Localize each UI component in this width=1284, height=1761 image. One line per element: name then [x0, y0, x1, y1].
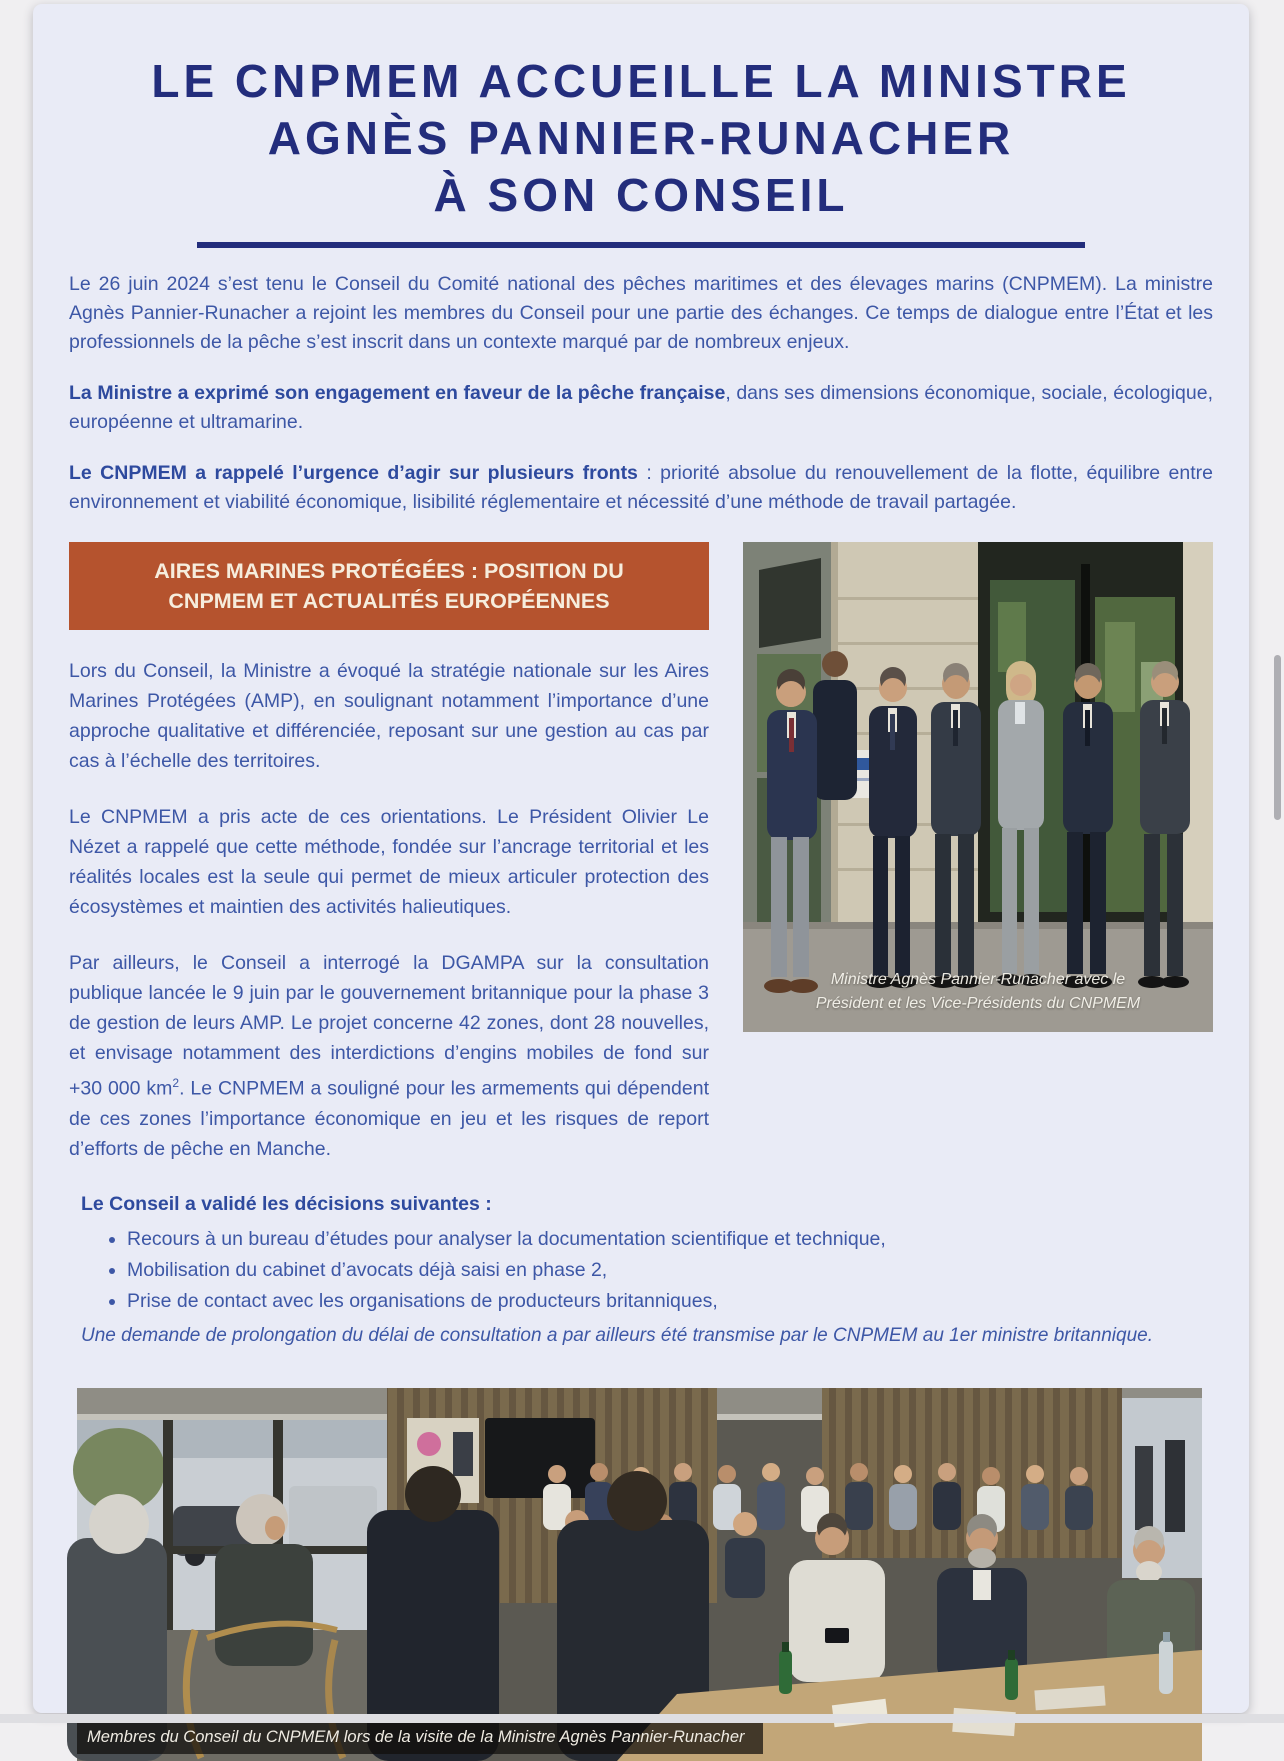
banner-line-1: AIRES MARINES PROTÉGÉES : POSITION DU — [154, 559, 624, 583]
title-line-3: À SON CONSEIL — [433, 169, 849, 221]
section-banner-amp — [69, 542, 709, 630]
decisions-note: Une demande de prolongation du délai de consultation a par ailleurs été transmise par le CNPMEM au 1er ministre britannique. — [81, 1324, 1153, 1346]
amp-section — [69, 542, 1213, 1164]
intro-paragraph-2 — [69, 379, 1213, 437]
amp-paragraph-3-text-2: . Le CNPMEM a souligné pour les armements qui dépendent de ces zones l’importance économique en jeu et les risques de report d’efforts de pêche en Manche. — [69, 1077, 709, 1160]
scrollbar-thumb[interactable] — [1274, 655, 1281, 820]
newsletter-page — [33, 4, 1249, 1746]
council-photo-caption: Membres du Conseil du CNPMEM lors de la visite de la Ministre Agnès Pannier-Runacher — [77, 1722, 763, 1754]
intro-paragraph-3-rest: : priorité absolue du renouvellement de la flotte, équilibre entre environnement et viabilité économique, lisibilité réglementaire et nécessité d’une méthode de travail partagée. — [69, 462, 1214, 513]
photo-council-meeting — [77, 1388, 1202, 1761]
intro-paragraph-2-rest: , dans ses dimensions économique, sociale, écologique, européenne et ultramarine. — [69, 382, 1213, 433]
title-divider — [197, 242, 1085, 248]
banner-line-2: CNPMEM ET ACTUALITÉS EUROPÉENNES — [168, 589, 610, 613]
title-line-2: AGNÈS PANNIER-RUNACHER — [267, 112, 1015, 164]
amp-paragraph-3-text: Par ailleurs, le Conseil a interrogé la DGAMPA sur la consultation publique lancée le 9 juin par le gouvernement britannique pour la phase 3 de gestion de leurs AMP. Le projet concerne 42 zones, dont 28 nouvelles, et envisage notamment des interdictions d’engins mobiles de fond sur +30 000 km — [69, 952, 709, 1100]
caption-line-2: Président et les Vice-Présidents du CNPMEM — [815, 995, 1141, 1012]
page-content — [69, 4, 1213, 1761]
caption-line-1: Ministre Agnès Pannier-Runacher avec le — [830, 971, 1126, 988]
title-line-1: LE CNPMEM ACCUEILLE LA MINISTRE — [151, 55, 1131, 107]
intro-paragraph-3-lead: Le CNPMEM a rappelé l’urgence d’agir sur plusieurs fronts — [69, 462, 638, 484]
photo-minister-group — [743, 542, 1213, 1032]
decision-item-text: Mobilisation du cabinet d’avocats déjà saisi en phase 2, — [127, 1258, 608, 1281]
amp-paragraph-1: Lors du Conseil, la Ministre a évoqué la stratégie nationale sur les Aires Marines Protégées (AMP), en soulignant notamment l’importance d’une approche qualitative et différenciée, reposant sur une gestion au cas par cas à l’échelle des territoires. — [69, 660, 709, 772]
decision-item-text: Recours à un bureau d’études pour analyser la documentation scientifique et technique, — [127, 1227, 886, 1250]
decision-item — [127, 1224, 1213, 1255]
intro-paragraph-3 — [69, 459, 1213, 517]
intro-paragraph-2-lead: La Ministre a exprimé son engagement en faveur de la pêche française — [69, 382, 726, 404]
decisions-section — [69, 1190, 1213, 1350]
decision-item-text: Prise de contact avec les organisations de producteurs britanniques, — [127, 1289, 718, 1312]
viewer-bottom-edge — [0, 1714, 1284, 1723]
decisions-heading: Le Conseil a validé les décisions suivantes : — [81, 1192, 492, 1215]
squared-superscript: 2 — [172, 1076, 180, 1090]
minister-photo-illustration — [743, 542, 1213, 1032]
council-photo-illustration — [77, 1388, 1202, 1761]
amp-paragraph-2: Le CNPMEM a pris acte de ces orientations. Le Président Olivier Le Nézet a rappelé que cette méthode, fondée sur l’ancrage territorial et les réalités locales est la seule qui permet de mieux articuler protection des écosystèmes et maintien des activités halieutiques. — [69, 806, 709, 918]
decisions-list — [81, 1224, 1213, 1317]
amp-photo-column — [743, 542, 1213, 1164]
page-title — [69, 53, 1213, 224]
amp-paragraph-3 — [69, 948, 709, 1164]
intro-paragraph-1: Le 26 juin 2024 s’est tenu le Conseil du Comité national des pêches maritimes et des élevages marins (CNPMEM). La ministre Agnès Pannier-Runacher a rejoint les membres du Conseil pour une partie des échanges. Ce temps de dialogue entre l’État et les professionnels de la pêche s’est inscrit dans un contexte marqué par de nombreux enjeux. — [69, 273, 1213, 353]
amp-text-column — [69, 542, 709, 1164]
decision-item — [127, 1255, 1213, 1286]
decision-item — [127, 1286, 1213, 1317]
minister-photo-caption — [743, 968, 1213, 1016]
